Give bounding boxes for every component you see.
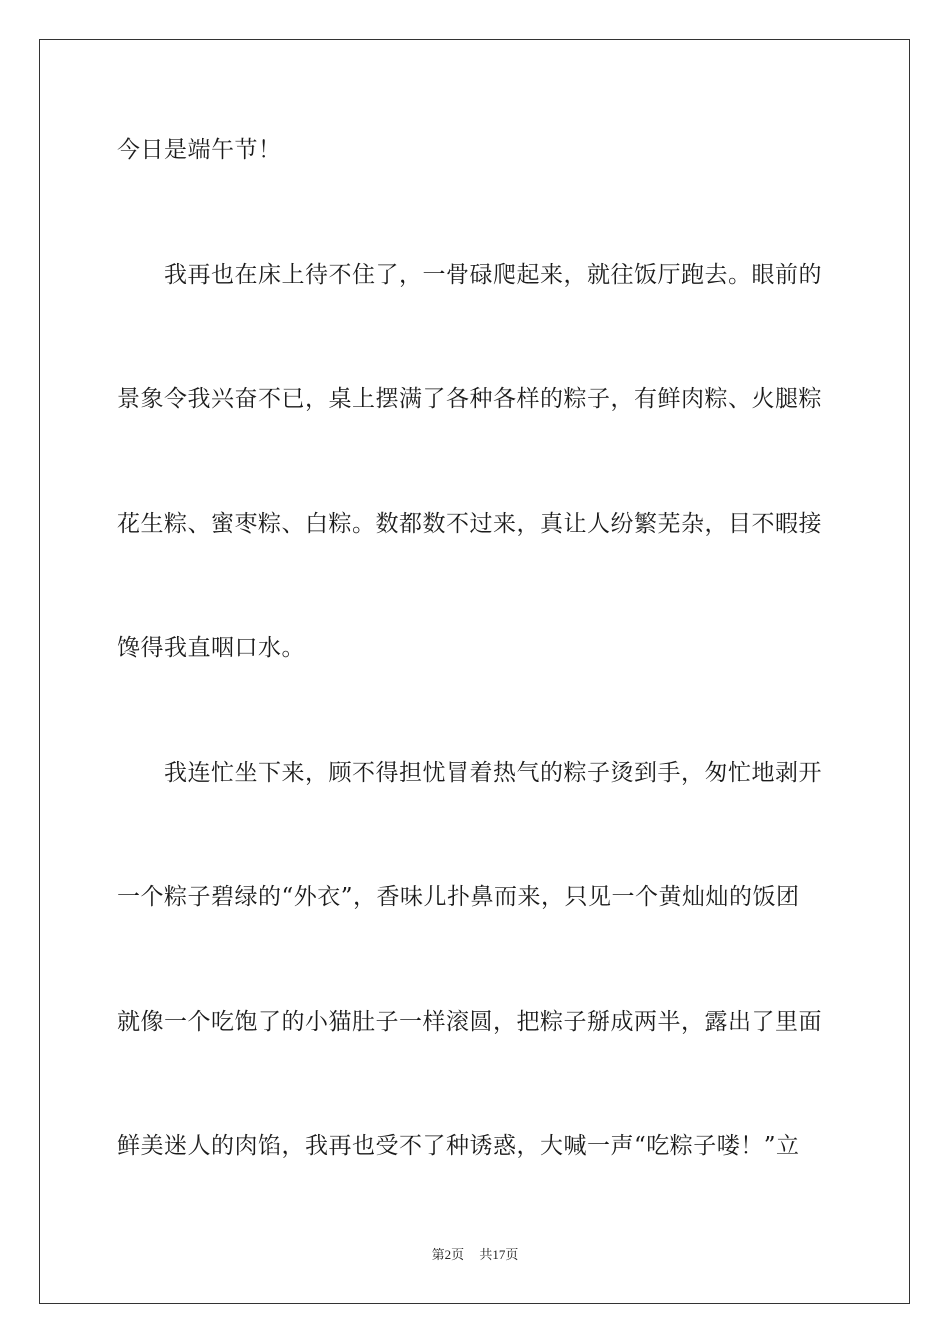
text-line: 一个粽子碧绿的“外衣”，香味儿扑鼻而来，只见一个黄灿灿的饭团 [117,884,800,910]
text-line: 我再也在床上待不住了，一骨碌爬起来，就往饭厅跑去。眼前的 [164,262,822,288]
text-line: 今日是端午节！ [117,137,282,163]
page-number: 第2页 [431,1247,465,1262]
page-total: 共17页 [479,1247,519,1262]
page-footer [0,1246,950,1264]
text-line: 鲜美迷人的肉馅，我再也受不了种诱惑，大喊一声“吃粽子喽！”立 [117,1133,800,1159]
text-line: 就像一个吃饱了的小猫肚子一样滚圆，把粽子掰成两半，露出了里面 [117,1009,822,1035]
text-line: 馋得我直咽口水。 [117,635,305,661]
text-line: 景象令我兴奋不已，桌上摆满了各种各样的粽子，有鲜肉粽、火腿粽 [117,386,822,412]
text-line: 我连忙坐下来，顾不得担忧冒着热气的粽子烫到手，匆忙地剥开 [164,760,822,786]
page-border [39,39,910,1304]
text-line: 花生粽、蜜枣粽、白粽。数都数不过来，真让人纷繁芜杂，目不暇接 [117,511,822,537]
